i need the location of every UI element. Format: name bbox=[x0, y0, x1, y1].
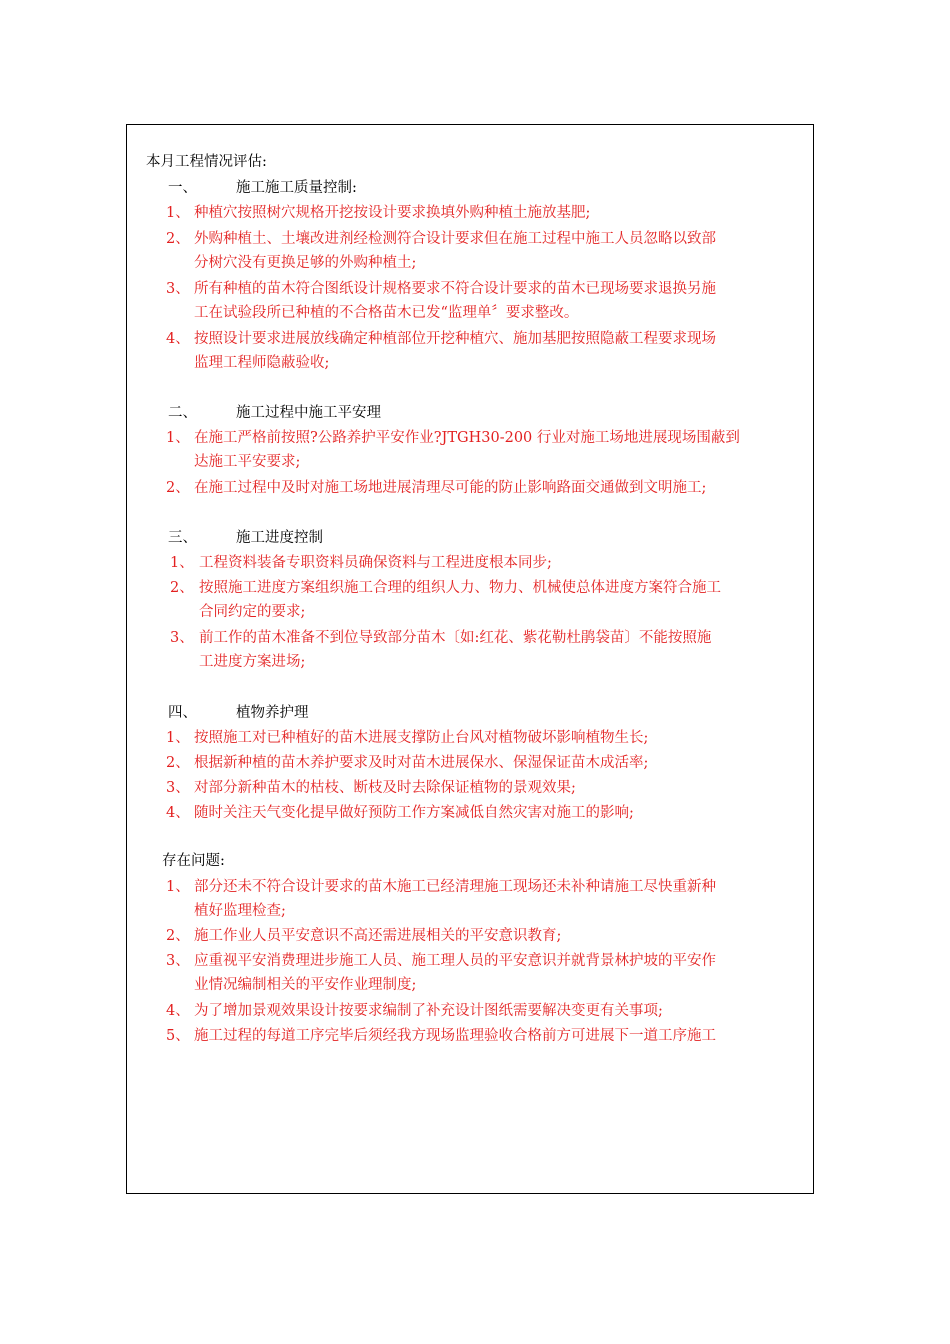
s4-item-3-text: 对部分新种苗木的枯枝、断枝及时去除保证植物的景观效果; bbox=[194, 780, 576, 796]
s4-item-3-number: 3、 bbox=[166, 780, 190, 796]
s1-item-2-number: 2、 bbox=[166, 231, 190, 247]
problem-5-text: 施工过程的每道工序完毕后须经我方现场监理验收合格前方可进展下一道工序施工 bbox=[194, 1028, 716, 1044]
problem-2-text: 施工作业人员平安意识不高还需进展相关的平安意识教育; bbox=[194, 928, 562, 944]
s2-item-2-number: 2、 bbox=[166, 480, 190, 496]
s1-item-3-text-cont: 工在试验段所已种植的不合格苗木已发“监理单〞要求整改。 bbox=[194, 305, 579, 321]
section-4-title: 植物养护理 bbox=[236, 705, 309, 721]
s2-item-2-text: 在施工过程中及时对施工场地进展清理尽可能的防止影响路面交通做到文明施工; bbox=[194, 480, 707, 496]
problem-1-text: 部分还未不符合设计要求的苗木施工已经清理施工现场还未补种请施工尽快重新种 bbox=[194, 879, 716, 895]
section-3-number: 三、 bbox=[168, 530, 197, 546]
s1-item-4-text: 按照设计要求进展放线确定种植部位开挖种植穴、施加基肥按照隐蔽工程要求现场 bbox=[194, 331, 716, 347]
s3-item-3-text: 前工作的苗木准备不到位导致部分苗木〔如:红花、紫花勒杜鹃袋苗〕不能按照施 bbox=[199, 630, 712, 646]
s3-item-1-number: 1、 bbox=[170, 555, 194, 571]
section-4-number: 四、 bbox=[168, 705, 197, 721]
problem-4-number: 4、 bbox=[166, 1003, 190, 1019]
problem-1-text-cont: 植好监理检查; bbox=[194, 903, 286, 919]
problem-1-number: 1、 bbox=[166, 879, 190, 895]
problem-4-text: 为了增加景观效果设计按要求编制了补充设计图纸需要解决变更有关事项; bbox=[194, 1003, 663, 1019]
s1-item-4-number: 4、 bbox=[166, 331, 190, 347]
s3-item-2-text-cont: 合同约定的要求; bbox=[199, 604, 306, 620]
s2-item-1-text-cont: 达施工平安要求; bbox=[194, 454, 301, 470]
s4-item-4-number: 4、 bbox=[166, 805, 190, 821]
s3-item-1-text: 工程资料装备专职资料员确保资料与工程进度根本同步; bbox=[199, 555, 552, 571]
section-2-number: 二、 bbox=[168, 405, 197, 421]
problem-5-number: 5、 bbox=[166, 1028, 190, 1044]
s1-item-3-number: 3、 bbox=[166, 281, 190, 297]
section-1-title: 施工施工质量控制: bbox=[236, 180, 357, 196]
problems-title: 存在问题: bbox=[162, 853, 225, 869]
problem-3-text-cont: 业情况编制相关的平安作业理制度; bbox=[194, 977, 417, 993]
section-1-number: 一、 bbox=[168, 180, 197, 196]
s3-item-3-number: 3、 bbox=[170, 630, 194, 646]
s4-item-1-text: 按照施工对已种植好的苗木进展支撑防止台风对植物破坏影响植物生长; bbox=[194, 730, 649, 746]
s2-item-1-number: 1、 bbox=[166, 430, 190, 446]
s4-item-4-text: 随时关注天气变化提早做好预防工作方案减低自然灾害对施工的影响; bbox=[194, 805, 634, 821]
heading: 本月工程情况评估: bbox=[146, 154, 267, 170]
s3-item-2-number: 2、 bbox=[170, 580, 194, 596]
s1-item-4-text-cont: 监理工程师隐蔽验收; bbox=[194, 355, 330, 371]
s4-item-2-number: 2、 bbox=[166, 755, 190, 771]
s1-item-3-text: 所有种植的苗木符合图纸设计规格要求不符合设计要求的苗木已现场要求退换另施 bbox=[194, 281, 716, 297]
section-3-title: 施工进度控制 bbox=[236, 530, 323, 546]
section-2-title: 施工过程中施工平安理 bbox=[236, 405, 381, 421]
problem-2-number: 2、 bbox=[166, 928, 190, 944]
problem-3-text: 应重视平安消费理进步施工人员、施工理人员的平安意识并就背景林护坡的平安作 bbox=[194, 953, 716, 969]
s1-item-2-text: 外购种植土、土壤改进剂经检测符合设计要求但在施工过程中施工人员忽略以致部 bbox=[194, 231, 716, 247]
s1-item-1-number: 1、 bbox=[166, 205, 190, 221]
s3-item-2-text: 按照施工进度方案组织施工合理的组织人力、物力、机械使总体进度方案符合施工 bbox=[199, 580, 721, 596]
s1-item-1-text: 种植穴按照树穴规格开挖按设计要求换填外购种植土施放基肥; bbox=[194, 205, 591, 221]
problem-3-number: 3、 bbox=[166, 953, 190, 969]
s4-item-2-text: 根据新种植的苗木养护要求及时对苗木进展保水、保湿保证苗木成活率; bbox=[194, 755, 649, 771]
s2-item-1-text: 在施工严格前按照?公路养护平安作业?JTGH30-200 行业对施工场地进展现场围蔽到 bbox=[194, 430, 740, 446]
s4-item-1-number: 1、 bbox=[166, 730, 190, 746]
s1-item-2-text-cont: 分树穴没有更换足够的外购种植土; bbox=[194, 255, 417, 271]
s3-item-3-text-cont: 工进度方案进场; bbox=[199, 654, 306, 670]
